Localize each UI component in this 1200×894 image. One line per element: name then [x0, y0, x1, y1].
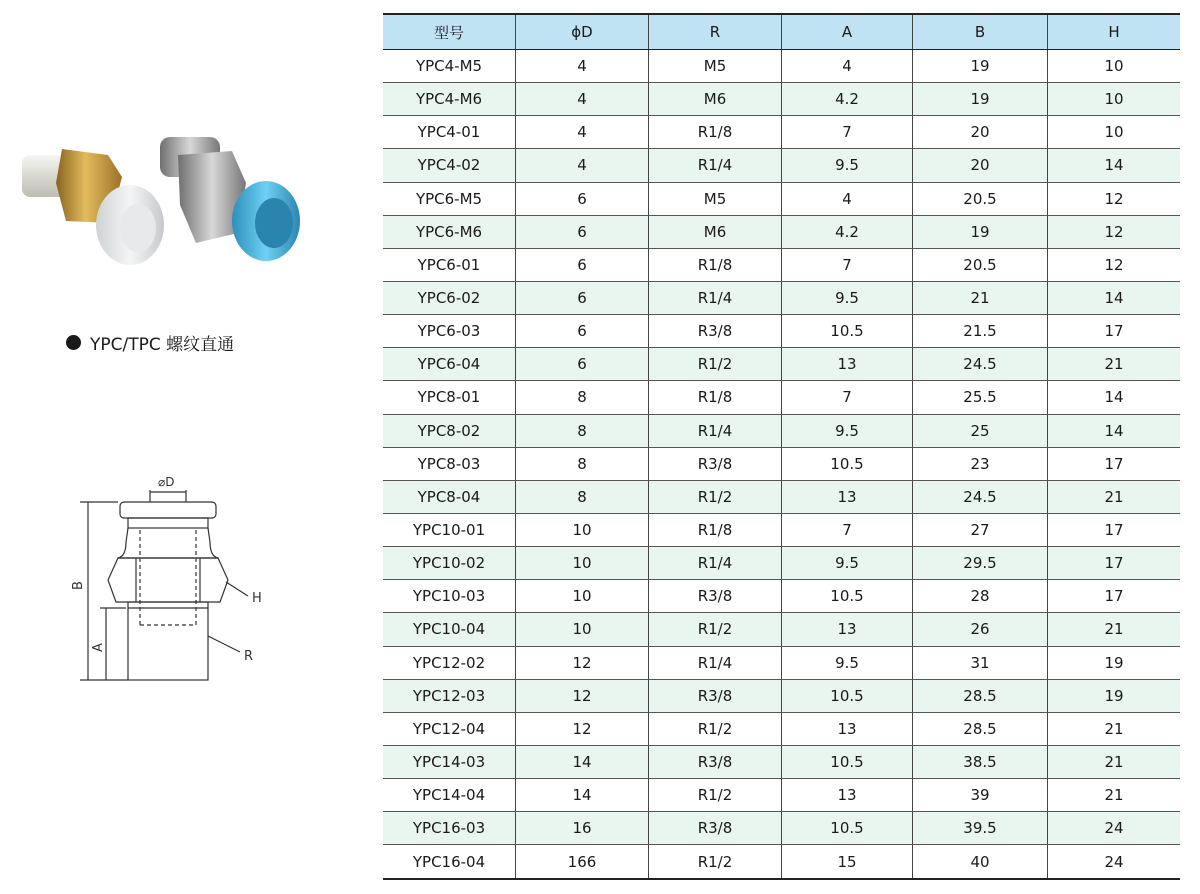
table-row	[383, 513, 1180, 546]
cell-h: 14	[1048, 414, 1181, 447]
cell-b: 20.5	[913, 248, 1048, 281]
cell-b: 26	[913, 613, 1048, 646]
cell-model: YPC4-M6	[383, 83, 516, 116]
cell-a: 10.5	[782, 580, 913, 613]
brass-fitting-photo	[22, 149, 164, 265]
cell-b: 27	[913, 513, 1048, 546]
cell-r: R3/8	[649, 315, 782, 348]
cell-r: R1/8	[649, 513, 782, 546]
cell-model: YPC8-04	[383, 480, 516, 513]
cell-model: YPC8-02	[383, 414, 516, 447]
cell-model: YPC6-02	[383, 281, 516, 314]
cell-diameter: 10	[516, 513, 649, 546]
cell-a: 9.5	[782, 149, 913, 182]
cell-a: 9.5	[782, 646, 913, 679]
col-header-h: H	[1048, 14, 1181, 50]
cell-model: YPC4-M5	[383, 50, 516, 83]
cell-b: 29.5	[913, 547, 1048, 580]
cell-a: 7	[782, 381, 913, 414]
drawing-label-h: H	[252, 591, 262, 606]
cell-r: R1/4	[649, 281, 782, 314]
cell-b: 25	[913, 414, 1048, 447]
cell-diameter: 10	[516, 580, 649, 613]
table-row	[383, 414, 1180, 447]
cell-h: 24	[1048, 845, 1181, 879]
cell-b: 28.5	[913, 712, 1048, 745]
cell-a: 7	[782, 116, 913, 149]
cell-h: 17	[1048, 547, 1181, 580]
col-header-b: B	[913, 14, 1048, 50]
cell-model: YPC10-04	[383, 613, 516, 646]
cell-diameter: 14	[516, 779, 649, 812]
cell-h: 21	[1048, 745, 1181, 778]
cell-diameter: 8	[516, 480, 649, 513]
table-row	[383, 646, 1180, 679]
table-row	[383, 381, 1180, 414]
drawing-label-b: B	[71, 581, 86, 590]
cell-a: 4.2	[782, 83, 913, 116]
cell-b: 28	[913, 580, 1048, 613]
cell-model: YPC8-01	[383, 381, 516, 414]
product-caption	[66, 330, 234, 355]
cell-h: 21	[1048, 613, 1181, 646]
table-row	[383, 315, 1180, 348]
cell-h: 17	[1048, 580, 1181, 613]
col-header-model: 型号	[383, 14, 516, 50]
cell-b: 20.5	[913, 182, 1048, 215]
cell-h: 10	[1048, 83, 1181, 116]
cell-r: M5	[649, 182, 782, 215]
cell-model: YPC16-04	[383, 845, 516, 879]
product-photo	[10, 125, 310, 275]
product-panel	[0, 0, 380, 894]
table-row	[383, 116, 1180, 149]
cell-b: 21	[913, 281, 1048, 314]
cell-diameter: 6	[516, 215, 649, 248]
cell-model: YPC14-03	[383, 745, 516, 778]
cell-diameter: 4	[516, 50, 649, 83]
cell-model: YPC16-03	[383, 812, 516, 845]
cell-r: M6	[649, 215, 782, 248]
cell-r: M5	[649, 50, 782, 83]
cell-model: YPC4-02	[383, 149, 516, 182]
cell-h: 14	[1048, 281, 1181, 314]
cell-a: 4.2	[782, 215, 913, 248]
cell-model: YPC6-01	[383, 248, 516, 281]
cell-diameter: 6	[516, 281, 649, 314]
caption-text: YPC/TPC 螺纹直通	[90, 335, 235, 355]
cell-model: YPC10-02	[383, 547, 516, 580]
cell-r: R1/2	[649, 845, 782, 879]
cell-r: R1/8	[649, 381, 782, 414]
cell-b: 19	[913, 50, 1048, 83]
cell-r: R3/8	[649, 679, 782, 712]
cell-b: 20	[913, 116, 1048, 149]
cell-diameter: 4	[516, 83, 649, 116]
cell-a: 7	[782, 248, 913, 281]
cell-r: R3/8	[649, 580, 782, 613]
cell-h: 21	[1048, 779, 1181, 812]
cell-a: 10.5	[782, 315, 913, 348]
cell-b: 39.5	[913, 812, 1048, 845]
cell-diameter: 8	[516, 381, 649, 414]
cell-r: M6	[649, 83, 782, 116]
cell-a: 13	[782, 348, 913, 381]
cell-diameter: 14	[516, 745, 649, 778]
cell-diameter: 12	[516, 679, 649, 712]
drawing-label-d: ⌀D	[158, 475, 175, 489]
cell-r: R1/8	[649, 248, 782, 281]
cell-model: YPC12-03	[383, 679, 516, 712]
table-row	[383, 281, 1180, 314]
cell-diameter: 8	[516, 414, 649, 447]
cell-a: 10.5	[782, 447, 913, 480]
table-row	[383, 679, 1180, 712]
cell-b: 24.5	[913, 480, 1048, 513]
table-row	[383, 248, 1180, 281]
cell-diameter: 4	[516, 149, 649, 182]
cell-r: R1/2	[649, 712, 782, 745]
cell-a: 13	[782, 712, 913, 745]
cell-a: 7	[782, 513, 913, 546]
cell-model: YPC12-04	[383, 712, 516, 745]
cell-diameter: 16	[516, 812, 649, 845]
cell-r: R1/2	[649, 613, 782, 646]
cell-a: 4	[782, 182, 913, 215]
cell-b: 20	[913, 149, 1048, 182]
cell-a: 13	[782, 480, 913, 513]
cell-model: YPC6-03	[383, 315, 516, 348]
cell-model: YPC4-01	[383, 116, 516, 149]
cell-a: 13	[782, 779, 913, 812]
cell-h: 14	[1048, 381, 1181, 414]
cell-a: 13	[782, 613, 913, 646]
cell-h: 12	[1048, 215, 1181, 248]
cell-model: YPC6-04	[383, 348, 516, 381]
cell-h: 12	[1048, 182, 1181, 215]
col-header-r: R	[649, 14, 782, 50]
cell-a: 10.5	[782, 679, 913, 712]
cell-b: 23	[913, 447, 1048, 480]
table-body	[383, 50, 1180, 880]
cell-b: 21.5	[913, 315, 1048, 348]
table-row	[383, 812, 1180, 845]
cell-r: R3/8	[649, 447, 782, 480]
cell-r: R1/8	[649, 116, 782, 149]
cell-h: 17	[1048, 315, 1181, 348]
cell-model: YPC6-M5	[383, 182, 516, 215]
cell-a: 15	[782, 845, 913, 879]
table-row	[383, 745, 1180, 778]
table-row	[383, 182, 1180, 215]
bullet-dot-icon	[66, 335, 81, 350]
cell-model: YPC14-04	[383, 779, 516, 812]
cell-b: 25.5	[913, 381, 1048, 414]
cell-a: 9.5	[782, 414, 913, 447]
drawing-label-a: A	[91, 643, 106, 652]
cell-a: 10.5	[782, 745, 913, 778]
nickel-fitting-photo	[160, 137, 300, 261]
cell-diameter: 10	[516, 613, 649, 646]
cell-diameter: 166	[516, 845, 649, 879]
cell-b: 38.5	[913, 745, 1048, 778]
cell-b: 19	[913, 83, 1048, 116]
col-header-diameter: ϕD	[516, 14, 649, 50]
cell-b: 19	[913, 215, 1048, 248]
cell-r: R3/8	[649, 812, 782, 845]
cell-r: R1/4	[649, 414, 782, 447]
table-row	[383, 215, 1180, 248]
cell-model: YPC12-02	[383, 646, 516, 679]
table-row	[383, 149, 1180, 182]
cell-h: 24	[1048, 812, 1181, 845]
cell-h: 10	[1048, 50, 1181, 83]
cell-r: R1/2	[649, 348, 782, 381]
cell-diameter: 6	[516, 182, 649, 215]
cell-r: R3/8	[649, 745, 782, 778]
cell-b: 28.5	[913, 679, 1048, 712]
dimension-drawing	[70, 470, 290, 690]
table-row	[383, 348, 1180, 381]
cell-h: 10	[1048, 116, 1181, 149]
table-row	[383, 779, 1180, 812]
cell-a: 9.5	[782, 547, 913, 580]
col-header-a: A	[782, 14, 913, 50]
table-row	[383, 83, 1180, 116]
cell-diameter: 6	[516, 248, 649, 281]
cell-h: 14	[1048, 149, 1181, 182]
cell-h: 19	[1048, 646, 1181, 679]
cell-b: 24.5	[913, 348, 1048, 381]
cell-h: 21	[1048, 712, 1181, 745]
cell-h: 19	[1048, 679, 1181, 712]
cell-h: 17	[1048, 447, 1181, 480]
table-header-row	[383, 14, 1180, 50]
cell-diameter: 6	[516, 315, 649, 348]
cell-r: R1/2	[649, 779, 782, 812]
spec-table	[383, 13, 1180, 880]
table-row	[383, 613, 1180, 646]
table-row	[383, 480, 1180, 513]
cell-b: 31	[913, 646, 1048, 679]
cell-model: YPC10-03	[383, 580, 516, 613]
cell-diameter: 8	[516, 447, 649, 480]
cell-model: YPC10-01	[383, 513, 516, 546]
cell-r: R1/4	[649, 646, 782, 679]
table-row	[383, 580, 1180, 613]
table-row	[383, 547, 1180, 580]
table-row	[383, 447, 1180, 480]
cell-r: R1/4	[649, 547, 782, 580]
cell-a: 9.5	[782, 281, 913, 314]
cell-r: R1/4	[649, 149, 782, 182]
cell-a: 10.5	[782, 812, 913, 845]
cell-model: YPC6-M6	[383, 215, 516, 248]
cell-diameter: 12	[516, 712, 649, 745]
cell-h: 21	[1048, 480, 1181, 513]
drawing-label-r: R	[244, 649, 254, 664]
cell-model: YPC8-03	[383, 447, 516, 480]
cell-diameter: 4	[516, 116, 649, 149]
cell-b: 39	[913, 779, 1048, 812]
table-row	[383, 712, 1180, 745]
cell-h: 17	[1048, 513, 1181, 546]
cell-h: 12	[1048, 248, 1181, 281]
cell-diameter: 6	[516, 348, 649, 381]
cell-h: 21	[1048, 348, 1181, 381]
cell-b: 40	[913, 845, 1048, 879]
table-row	[383, 845, 1180, 879]
cell-diameter: 10	[516, 547, 649, 580]
cell-r: R1/2	[649, 480, 782, 513]
table-row	[383, 50, 1180, 83]
cell-a: 4	[782, 50, 913, 83]
cell-diameter: 12	[516, 646, 649, 679]
